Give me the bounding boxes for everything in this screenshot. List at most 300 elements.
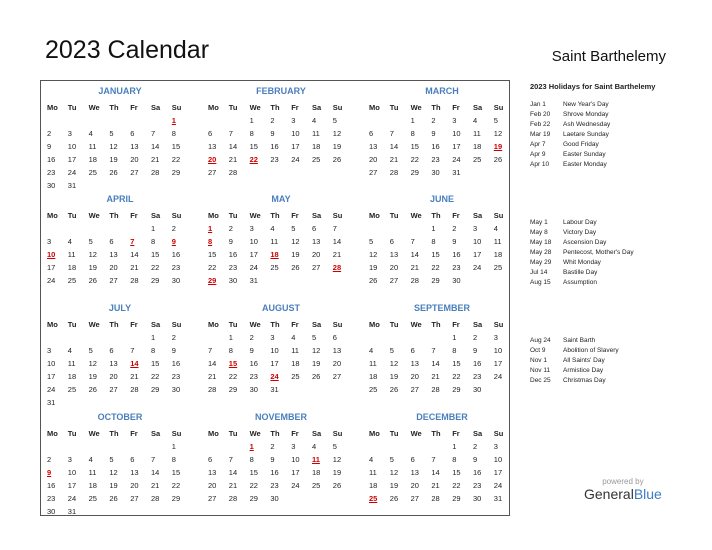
day-cell: 30 (452, 276, 461, 285)
holiday-item (530, 336, 690, 346)
day-cell: 30 (249, 385, 258, 394)
holiday-item (530, 120, 690, 130)
weekday-label: Fr (291, 320, 299, 329)
day-cell: 1 (171, 116, 176, 125)
day-cell: 28 (431, 494, 440, 503)
day-cell: 26 (109, 494, 118, 503)
day-cell: 7 (332, 224, 337, 233)
day-cell (312, 274, 333, 287)
day-cell (494, 383, 515, 396)
day-cell: 5 (332, 442, 337, 451)
week-row (47, 331, 193, 344)
day-cell: 22 (228, 372, 238, 381)
day-cell: 8 (171, 455, 176, 464)
day-cell: 5 (291, 224, 296, 233)
day-cell (390, 222, 411, 235)
weekday-label: Th (109, 211, 119, 220)
day-cell: 29 (452, 385, 461, 394)
day-cell: 3 (47, 346, 52, 355)
day-cell: 22 (171, 481, 181, 490)
day-cell: 4 (88, 455, 93, 464)
day-cell: 28 (228, 168, 238, 177)
day-cell: 20 (109, 263, 118, 272)
day-cell (411, 440, 432, 453)
weekday-label: Sa (311, 211, 322, 220)
week-row (369, 453, 515, 466)
day-cell: 4 (88, 129, 93, 138)
holiday-date: Apr 7 (530, 141, 546, 148)
day-cell: 8 (431, 237, 436, 246)
day-cell: 27 (109, 276, 118, 285)
holiday-item (530, 110, 690, 120)
day-cell: 28 (431, 385, 440, 394)
day-cell: 4 (369, 455, 374, 464)
day-cell: 6 (332, 333, 337, 342)
holiday-item (530, 150, 690, 160)
day-cell: 18 (291, 359, 300, 368)
day-cell (291, 274, 312, 287)
weekday-label: We (88, 103, 100, 112)
weekday-label: Su (332, 211, 343, 220)
week-row (208, 453, 354, 466)
day-cell: 29 (150, 276, 160, 285)
day-cell: 22 (249, 481, 258, 490)
day-cell: 2 (171, 333, 176, 342)
day-cell: 12 (389, 468, 399, 477)
day-cell: 26 (109, 168, 118, 177)
day-cell: 14 (208, 359, 217, 368)
day-cell: 27 (369, 168, 378, 177)
holiday-name: Easter Sunday (563, 151, 606, 158)
weekday-label: Sa (311, 429, 322, 438)
day-cell (473, 274, 494, 287)
day-cell: 27 (410, 494, 419, 503)
day-cell: 2 (171, 224, 176, 233)
day-cell: 21 (228, 155, 238, 164)
holiday-date: Nov 1 (530, 357, 547, 364)
day-cell: 13 (369, 142, 378, 151)
day-cell: 17 (472, 250, 482, 259)
day-cell: 9 (270, 129, 275, 138)
day-cell: 12 (109, 468, 118, 477)
day-cell: 17 (291, 142, 300, 151)
day-cell: 3 (67, 129, 72, 138)
weekday-label: Th (109, 429, 119, 438)
day-cell: 10 (67, 142, 77, 151)
day-cell: 21 (150, 155, 160, 164)
day-cell: 3 (493, 333, 498, 342)
day-cell: 19 (311, 359, 321, 368)
weekday-label: Sa (472, 211, 483, 220)
day-cell: 20 (410, 481, 419, 490)
holiday-name: Assumption (563, 279, 597, 286)
day-cell: 8 (150, 346, 156, 355)
week-row (208, 331, 354, 344)
day-cell (47, 114, 68, 127)
day-cell: 25 (67, 385, 77, 394)
weekday-label: Tu (67, 320, 77, 329)
day-cell: 15 (452, 468, 461, 477)
day-cell: 7 (130, 346, 135, 355)
day-cell: 17 (452, 142, 461, 151)
month-name: SEPTEMBER (413, 303, 470, 313)
day-cell: 19 (389, 372, 399, 381)
holiday-name: Armistice Day (563, 367, 604, 374)
holiday-date: Aug 24 (530, 337, 551, 344)
month-name: JULY (108, 303, 132, 313)
day-cell: 1 (452, 333, 457, 342)
weekday-label: Fr (452, 429, 460, 438)
day-cell: 10 (270, 346, 279, 355)
holiday-date: Jul 14 (530, 269, 548, 276)
day-cell: 22 (452, 481, 461, 490)
day-cell: 1 (171, 442, 176, 451)
weekday-label: Th (270, 103, 280, 112)
day-cell: 8 (228, 346, 233, 355)
day-cell: 16 (47, 481, 56, 490)
day-cell: 19 (109, 481, 118, 490)
day-cell: 26 (311, 372, 321, 381)
holiday-date: Apr 9 (530, 151, 546, 158)
day-cell: 3 (452, 116, 457, 125)
day-cell: 15 (410, 142, 419, 151)
weekday-header (208, 427, 354, 440)
day-cell: 31 (493, 494, 503, 503)
day-cell: 14 (130, 359, 139, 368)
week-row (208, 140, 354, 153)
weekday-label: Su (332, 320, 343, 329)
day-cell: 8 (171, 129, 176, 138)
holiday-item (530, 366, 690, 376)
day-cell: 20 (369, 155, 378, 164)
day-cell: 31 (270, 385, 279, 394)
day-cell: 19 (291, 250, 300, 259)
day-cell: 24 (472, 263, 482, 272)
day-cell: 9 (431, 129, 436, 138)
day-cell: 14 (410, 250, 419, 259)
weekday-label: Sa (311, 103, 322, 112)
day-cell (130, 114, 151, 127)
weekday-label: Tu (389, 103, 399, 112)
day-cell: 28 (208, 385, 217, 394)
day-cell: 4 (291, 333, 296, 342)
day-cell: 9 (452, 237, 457, 246)
weekday-header (208, 101, 354, 114)
weekday-label: Th (270, 429, 280, 438)
day-cell: 14 (332, 237, 342, 246)
month-october (47, 411, 193, 518)
day-cell (47, 222, 68, 235)
day-cell (89, 440, 110, 453)
day-cell: 19 (389, 481, 399, 490)
day-cell: 15 (249, 468, 258, 477)
week-row (208, 479, 354, 492)
day-cell: 18 (88, 481, 97, 490)
day-cell: 23 (228, 263, 238, 272)
holiday-item (530, 346, 690, 356)
day-cell: 1 (208, 224, 213, 233)
day-cell: 26 (389, 494, 399, 503)
day-cell: 28 (228, 494, 238, 503)
day-cell: 23 (47, 494, 56, 503)
day-cell: 2 (270, 116, 275, 125)
month-february (208, 85, 354, 179)
day-cell: 6 (208, 129, 213, 138)
holiday-date: Jan 1 (530, 101, 546, 108)
holiday-list (530, 82, 690, 384)
week-row (208, 166, 354, 179)
weekday-label: We (88, 429, 100, 438)
weekday-label: Su (493, 211, 504, 220)
day-cell: 7 (150, 129, 156, 138)
day-cell: 30 (47, 181, 56, 190)
day-cell: 22 (150, 263, 160, 272)
day-cell: 8 (208, 237, 213, 246)
day-cell: 18 (88, 155, 97, 164)
day-cell (130, 331, 151, 344)
day-cell: 16 (270, 142, 279, 151)
week-row (47, 344, 193, 357)
day-cell: 26 (332, 155, 342, 164)
weekday-label: Sa (150, 211, 161, 220)
day-cell (369, 331, 390, 344)
day-cell (390, 440, 411, 453)
day-cell (89, 331, 110, 344)
day-cell: 14 (431, 359, 440, 368)
weekday-label: Mo (208, 429, 219, 438)
weekday-label: Sa (150, 320, 161, 329)
day-cell (89, 179, 110, 192)
week-row (47, 479, 193, 492)
weekday-label: Fr (130, 429, 138, 438)
day-cell: 27 (410, 385, 419, 394)
week-row (47, 140, 193, 153)
weekday-label: Th (109, 320, 119, 329)
day-cell: 11 (493, 237, 502, 246)
weekday-label: We (410, 103, 422, 112)
day-cell: 30 (472, 494, 482, 503)
day-cell: 3 (472, 224, 478, 233)
day-cell: 12 (291, 237, 300, 246)
holiday-name: All Saints' Day (563, 357, 605, 364)
day-cell: 29 (452, 494, 461, 503)
day-cell: 2 (472, 442, 478, 451)
weekday-label: Mo (47, 103, 58, 112)
weekday-label: Su (332, 429, 343, 438)
day-cell: 4 (67, 346, 72, 355)
week-row (47, 114, 193, 127)
day-cell: 22 (171, 155, 181, 164)
day-cell: 5 (88, 237, 93, 246)
day-cell: 10 (472, 237, 482, 246)
day-cell: 29 (410, 168, 419, 177)
day-cell: 3 (493, 442, 498, 451)
day-cell: 8 (249, 455, 254, 464)
day-cell: 2 (47, 129, 52, 138)
day-cell: 7 (208, 346, 213, 355)
day-cell: 20 (389, 263, 399, 272)
weekday-label: Th (431, 320, 441, 329)
day-cell (431, 440, 452, 453)
week-row (208, 440, 354, 453)
day-cell: 26 (332, 481, 342, 490)
day-cell: 6 (389, 237, 394, 246)
day-cell: 20 (130, 481, 139, 490)
day-cell (333, 274, 354, 287)
holiday-date: Feb 22 (530, 121, 551, 128)
day-cell: 13 (389, 250, 399, 259)
holiday-name: Abolition of Slavery (563, 347, 619, 354)
day-cell: 30 (228, 276, 238, 285)
day-cell (151, 505, 172, 518)
day-cell: 2 (431, 116, 436, 125)
day-cell: 21 (208, 372, 217, 381)
day-cell: 11 (311, 129, 320, 138)
day-cell: 25 (88, 168, 97, 177)
week-row (208, 261, 354, 274)
day-cell: 29 (431, 276, 440, 285)
day-cell: 25 (88, 494, 97, 503)
day-cell (291, 492, 312, 505)
week-row (369, 370, 515, 383)
day-cell: 5 (369, 237, 374, 246)
weekday-label: Mo (208, 103, 219, 112)
month-name: MAY (271, 194, 291, 204)
month-june (369, 193, 515, 287)
day-cell (411, 222, 432, 235)
weekday-label: Sa (472, 429, 483, 438)
day-cell: 18 (472, 142, 482, 151)
day-cell: 11 (270, 237, 279, 246)
day-cell: 24 (291, 481, 300, 490)
day-cell: 12 (332, 129, 342, 138)
day-cell: 4 (369, 346, 374, 355)
day-cell: 8 (410, 129, 415, 138)
weekday-label: Mo (369, 103, 380, 112)
weekday-label: Fr (452, 211, 460, 220)
day-cell: 17 (291, 468, 300, 477)
day-cell: 11 (472, 129, 481, 138)
day-cell: 10 (493, 346, 503, 355)
day-cell: 5 (389, 455, 394, 464)
week-row (47, 235, 193, 248)
day-cell: 12 (88, 359, 97, 368)
week-row (208, 248, 354, 261)
day-cell: 22 (249, 155, 258, 164)
weekday-label: Fr (291, 211, 299, 220)
weekday-header (208, 209, 354, 222)
weekday-label: Mo (47, 211, 58, 220)
day-cell: 16 (452, 250, 461, 259)
holiday-item (530, 258, 690, 268)
day-cell: 25 (311, 155, 321, 164)
weekday-label: Tu (67, 211, 77, 220)
holiday-date: Apr 10 (530, 161, 550, 168)
weekday-label: Mo (47, 320, 58, 329)
day-cell: 1 (431, 224, 436, 233)
day-cell (130, 396, 151, 409)
day-cell (89, 222, 110, 235)
weekday-header (369, 101, 515, 114)
day-cell: 5 (332, 116, 337, 125)
day-cell: 8 (249, 129, 254, 138)
week-row (208, 114, 354, 127)
weekday-label: Su (171, 211, 182, 220)
day-cell: 7 (431, 455, 436, 464)
month-name: JUNE (429, 194, 454, 204)
month-january (47, 85, 193, 192)
week-row (369, 479, 515, 492)
day-cell (47, 440, 68, 453)
day-cell (333, 166, 354, 179)
day-cell: 2 (47, 455, 52, 464)
week-row (47, 440, 193, 453)
day-cell: 19 (332, 468, 342, 477)
day-cell: 24 (270, 372, 279, 381)
day-cell: 30 (270, 494, 279, 503)
day-cell: 22 (431, 263, 440, 272)
day-cell: 7 (228, 455, 233, 464)
day-cell: 31 (67, 507, 77, 516)
week-row (47, 383, 193, 396)
day-cell: 23 (270, 481, 279, 490)
day-cell: 23 (249, 372, 258, 381)
weekday-label: Su (493, 103, 504, 112)
day-cell (109, 222, 130, 235)
week-row (208, 466, 354, 479)
day-cell: 17 (249, 250, 258, 259)
month-name: NOVEMBER (254, 412, 307, 422)
holiday-group-1 (530, 100, 690, 170)
page-title: 2023 Calendar (45, 36, 210, 64)
day-cell: 9 (472, 455, 478, 464)
day-cell: 11 (311, 455, 320, 464)
holiday-name: Bastille Day (563, 269, 598, 276)
holiday-name: Ascension Day (563, 239, 607, 246)
day-cell: 8 (452, 346, 457, 355)
brand-name (584, 486, 662, 502)
day-cell: 19 (88, 372, 97, 381)
day-cell (109, 440, 130, 453)
holiday-item (530, 218, 690, 228)
month-name: MARCH (425, 86, 459, 96)
day-cell: 8 (452, 455, 457, 464)
holiday-name: Christmas Day (563, 377, 606, 384)
weekday-label: Mo (208, 211, 219, 220)
month-name: APRIL (106, 194, 134, 204)
weekday-label: Tu (389, 429, 399, 438)
day-cell (411, 331, 432, 344)
day-cell (390, 331, 411, 344)
weekday-label: Su (171, 429, 182, 438)
day-cell: 16 (228, 250, 238, 259)
day-cell: 10 (47, 250, 56, 259)
week-row (369, 344, 515, 357)
day-cell: 25 (291, 372, 300, 381)
day-cell: 18 (270, 250, 279, 259)
holiday-item (530, 268, 690, 278)
day-cell: 12 (88, 250, 97, 259)
day-cell: 2 (249, 333, 254, 342)
day-cell: 11 (67, 359, 76, 368)
day-cell: 19 (88, 263, 97, 272)
day-cell: 27 (109, 385, 118, 394)
day-cell (369, 440, 390, 453)
day-cell (312, 383, 333, 396)
day-cell: 13 (109, 359, 118, 368)
holiday-name: New Year's Day (563, 101, 609, 108)
day-cell (151, 440, 172, 453)
